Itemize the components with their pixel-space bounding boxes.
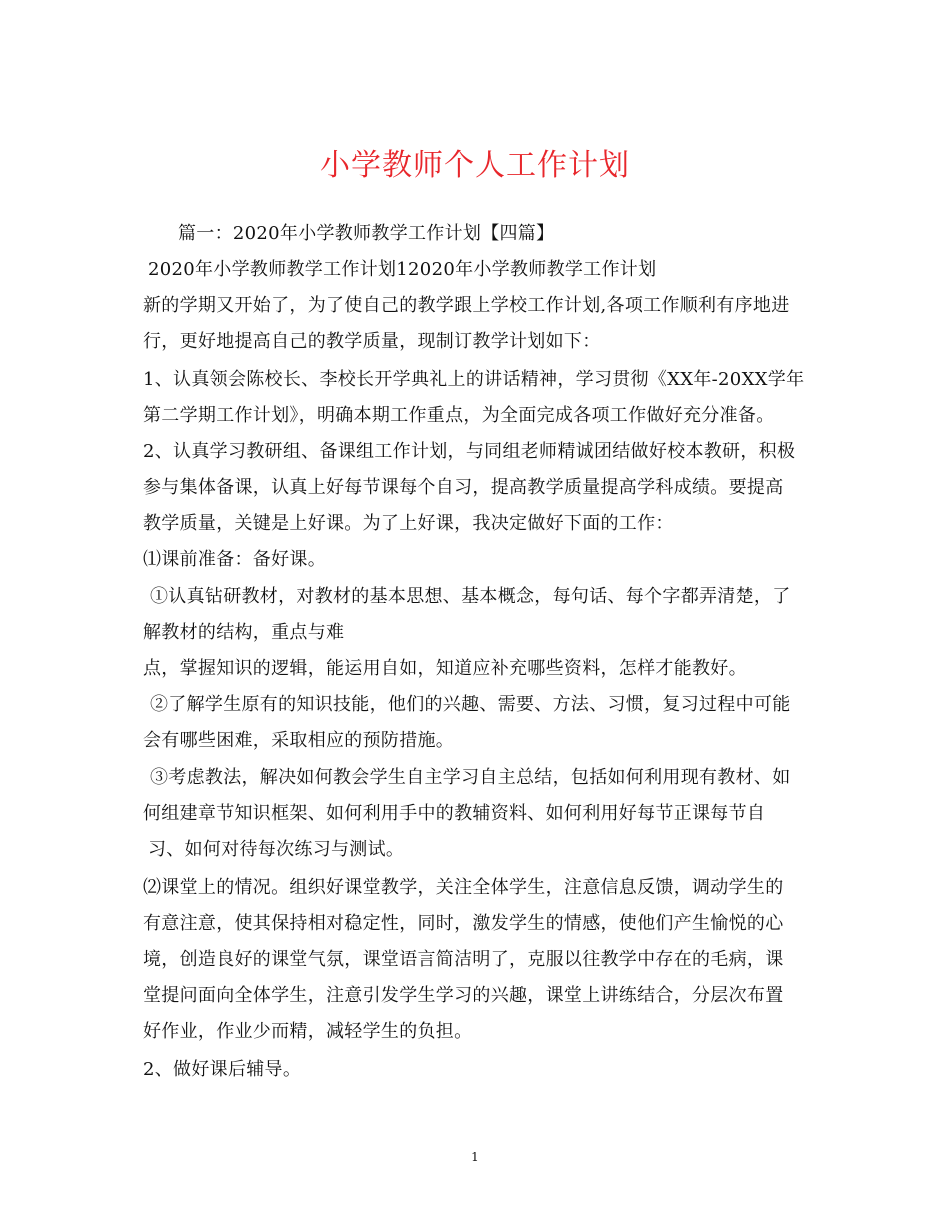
body-line: 第二学期工作计划》，明确本期工作重点，为全面完成各项工作做好充分准备。 xyxy=(143,405,775,426)
body-line: 好作业，作业少而精，减轻学生的负担。 xyxy=(143,1021,473,1042)
body-line: 境，创造良好的课堂气氛，课堂语言简洁明了，克服以往教学中存在的毛病，课 xyxy=(143,949,784,970)
body-line: 何组建章节知识框架、如何利用手中的教辅资料、如何利用好每节正课每节自 xyxy=(143,803,766,824)
body-line: ⑵课堂上的情况。组织好课堂教学，关注全体学生，注意信息反馈，调动学生的 xyxy=(143,877,784,898)
body-line: 新的学期又开始了，为了使自己的教学跟上学校工作计划,各项工作顺利有序地进 xyxy=(143,295,790,316)
body-line: 解教材的结构，重点与难 xyxy=(143,622,345,643)
body-line: 行，更好地提高自己的教学质量，现制订教学计划如下： xyxy=(143,331,601,352)
body-line: 会有哪些困难，采取相应的预防措施。 xyxy=(143,730,455,751)
body-line: 教学质量，关键是上好课。为了上好课，我决定做好下面的工作： xyxy=(143,513,674,534)
page-number: 1 xyxy=(471,1150,479,1164)
body-line: 有意注意，使其保持相对稳定性，同时，激发学生的情感，使他们产生愉悦的心 xyxy=(143,913,784,934)
body-line: 堂提问面向全体学生，注意引发学生学习的兴趣，课堂上讲练结合，分层次布置 xyxy=(143,985,784,1006)
body-line: 点，掌握知识的逻辑，能运用自如，知道应补充哪些资料，怎样才能教好。 xyxy=(143,658,747,679)
body-line: ③考虑教法，解决如何教会学生自主学习自主总结，包括如何利用现有教材、如 xyxy=(150,767,791,788)
document-title: 小学教师个人工作计划 xyxy=(320,148,630,183)
body-line: 2020年小学教师教学工作计划12020年小学教师教学工作计划 xyxy=(148,259,657,280)
body-line: ①认真钻研教材，对教材的基本思想、基本概念，每句话、每个字都弄清楚，了 xyxy=(150,586,791,607)
body-line: ②了解学生原有的知识技能，他们的兴趣、需要、方法、习惯，复习过程中可能 xyxy=(150,694,791,715)
body-line: 2、认真学习教研组、备课组工作计划，与同组老师精诚团结做好校本教研，积极 xyxy=(143,441,796,462)
body-line: 1、认真领会陈校长、李校长开学典礼上的讲话精神，学习贯彻《XX年-20XX学年 xyxy=(143,369,805,390)
body-line: 习、如何对待每次练习与测试。 xyxy=(148,839,405,860)
body-line: 2、做好课后辅导。 xyxy=(143,1059,302,1080)
body-line: ⑴课前准备：备好课。 xyxy=(143,549,326,570)
body-line: 参与集体备课，认真上好每节课每个自习，提高教学质量提高学科成绩。要提高 xyxy=(143,477,784,498)
body-line: 篇一：2020年小学教师教学工作计划【四篇】 xyxy=(178,223,555,244)
